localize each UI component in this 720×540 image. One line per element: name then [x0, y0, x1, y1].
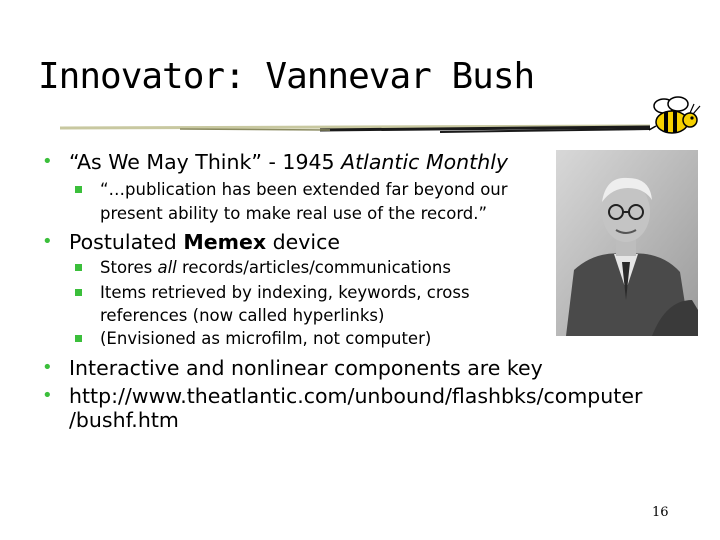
bullet-dot-icon: • [42, 357, 53, 378]
sub-bullet-text: (Envisioned as microfilm, not computer) [100, 329, 432, 348]
url-text-line2[interactable]: /bushf.htm [69, 408, 179, 432]
bullet-text: Postulated Memex device [69, 230, 340, 254]
bullet-dot-icon: • [42, 151, 53, 172]
bullet-square-icon [75, 289, 82, 296]
sub-bullet-text-line1: Items retrieved by indexing, keywords, cross [100, 283, 470, 302]
sub-bullet-text-line2: references (now called hyperlinks) [100, 306, 385, 325]
italic-publication: Atlantic Monthly [341, 150, 509, 174]
sub-bullet-text: Stores all records/articles/communications [100, 258, 451, 277]
url-text-line1[interactable]: http://www.theatlantic.com/unbound/flashbks/computer [69, 384, 643, 408]
sub-bullet-text-line1: “…publication has been extended far beyond our [100, 180, 508, 199]
slide-title: Innovator: Vannevar Bush [38, 56, 535, 97]
bullet-text: Interactive and nonlinear components are key [69, 356, 543, 380]
page-number: 16 [652, 505, 669, 520]
bullet-square-icon [75, 264, 82, 271]
bullet-square-icon [75, 186, 82, 193]
bullet-dot-icon: • [42, 231, 53, 252]
bullet-square-icon [75, 335, 82, 342]
bullet-dot-icon: • [42, 385, 53, 406]
bold-memex: Memex [183, 230, 267, 254]
bullet-text: “As We May Think” - 1945 Atlantic Monthly [69, 150, 509, 174]
sub-bullet-text-line2: present ability to make real use of the record.” [100, 204, 488, 223]
